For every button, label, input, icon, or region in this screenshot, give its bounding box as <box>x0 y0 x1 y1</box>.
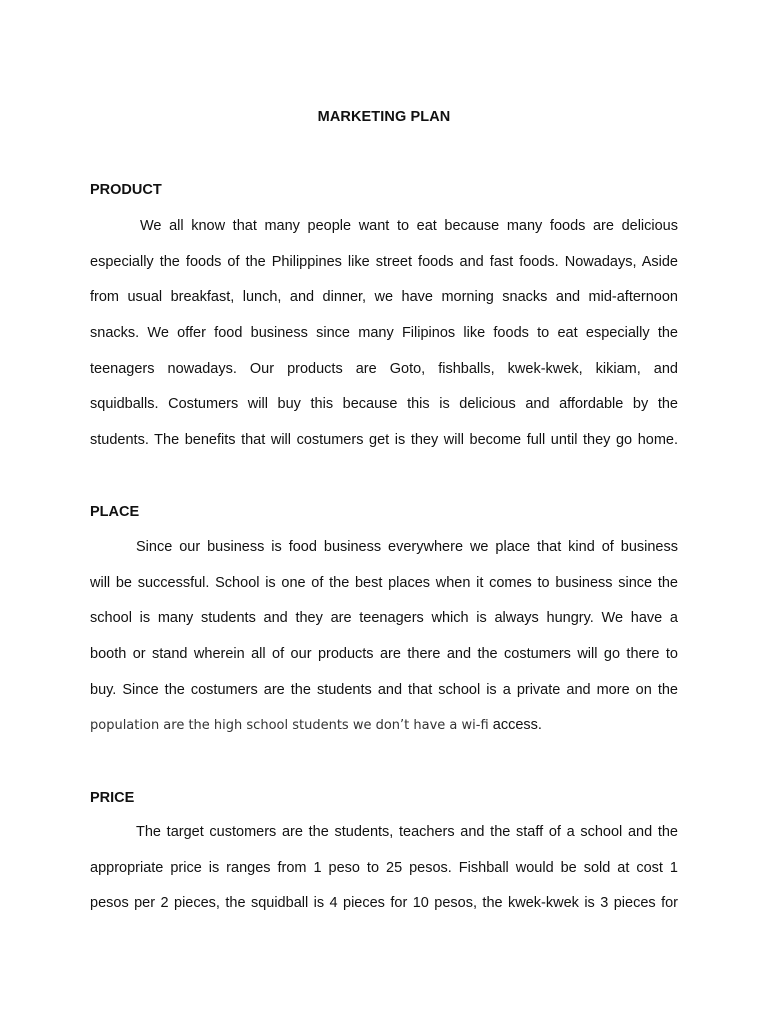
section-heading-price: PRICE <box>90 790 135 806</box>
paragraph-line <box>90 708 678 744</box>
paragraph-line: buy. Since the costumers are the students and that school is a private and more on the <box>90 681 678 698</box>
paragraph-line: The target customers are the students, teachers and the staff of a school and the <box>136 824 678 840</box>
section-body-product <box>90 209 678 459</box>
paragraph-line-text: access. <box>492 717 542 734</box>
section-heading-product: PRODUCT <box>90 182 162 198</box>
section-body-price <box>90 815 678 922</box>
section-heading-place: PLACE <box>90 504 140 520</box>
paragraph-line: snacks. We offer food business since many Filipinos like foods to eat especially the <box>90 325 678 342</box>
paragraph-line: pesos per 2 pieces, the squidball is 4 pieces for 10 pesos, the kwek-kwek is 3 pieces for <box>90 895 678 912</box>
paragraph-line-text: population are the high school students we don’t have a wi-fi <box>90 718 489 734</box>
paragraph-line: We all know that many people want to eat because many foods are delicious <box>140 218 678 234</box>
page-title: MARKETING PLAN <box>317 109 451 125</box>
paragraph-line: Since our business is food business everywhere we place that kind of business <box>136 539 678 555</box>
section-body-place <box>90 530 678 744</box>
paragraph-line: will be successful. School is one of the best places when it comes to business since the <box>90 574 678 591</box>
paragraph-line: from usual breakfast, lunch, and dinner, we have morning snacks and mid-afternoon <box>90 289 678 306</box>
paragraph-line: students. The benefits that will costumers get is they will become full until they go home. <box>90 432 678 449</box>
paragraph-line: appropriate price is ranges from 1 peso to 25 pesos. Fishball would be sold at cost 1 <box>90 859 678 876</box>
paragraph-line: squidballs. Costumers will buy this because this is delicious and affordable by the <box>90 396 678 413</box>
paragraph-line: especially the foods of the Philippines like street foods and fast foods. Nowadays, Aside <box>90 253 678 270</box>
paragraph-line: booth or stand wherein all of our products are there and the costumers will go there to <box>90 646 678 663</box>
paragraph-line: school is many students and they are teenagers which is always hungry. We have a <box>90 610 678 627</box>
paragraph-line: teenagers nowadays. Our products are Goto, fishballs, kwek-kwek, kikiam, and <box>90 360 678 377</box>
